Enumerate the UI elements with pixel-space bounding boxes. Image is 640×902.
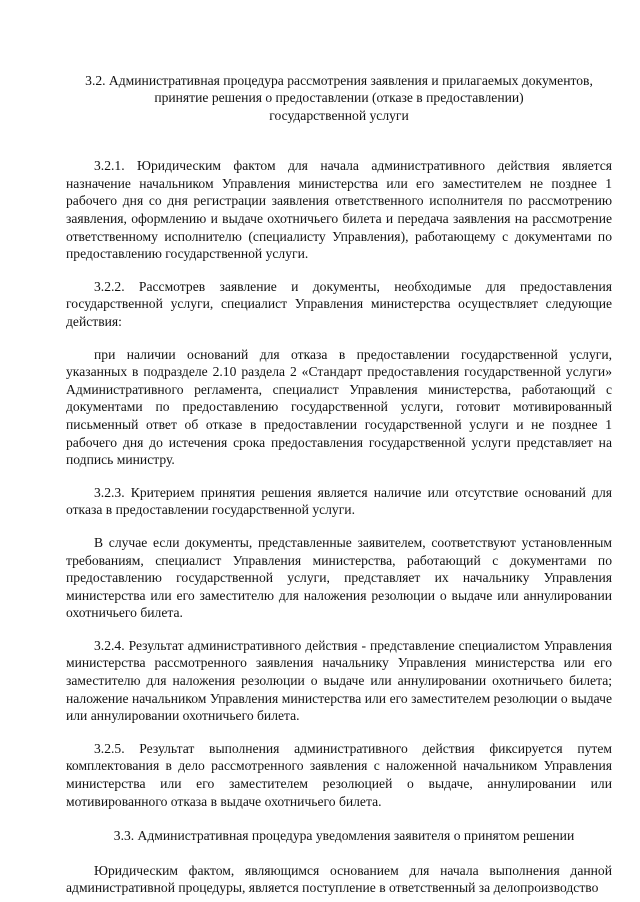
section-3-2-title-line-2: принятие решения о предоставлении (отказе в предоставлении) [154, 90, 524, 106]
paragraph-3-2-5: 3.2.5. Результат выполнения административного действия фиксируется путем комплектования в дело рассмотренного заявления с наложенной начальником Управления министерства или его заместителем резолюцией о выдаче, аннулировании или мотивированного отказа в выдаче охотничьего билета. [66, 740, 612, 809]
paragraph-3-2-1: 3.2.1. Юридическим фактом для начала административного действия является назначение начальником Управления министерства или его заместителем не позднее 1 рабочего дня со дня регистрации заявления ответственного исполнителя по рассмотрению заявления, оформлению и выдаче охотничьего билета и передача заявления на рассмотрение ответственному исполнителю (специалисту Управления), работающему с документами по предоставлению государственной услуги. [66, 158, 612, 262]
paragraph-3-2-2: 3.2.2. Рассмотрев заявление и документы, необходимые для предоставления государственной услуги, специалист Управления министерства осуществляет следующие действия: [66, 278, 612, 329]
section-3-2-title [66, 72, 612, 124]
paragraph-3-2-2-refusal: при наличии оснований для отказа в предоставлении государственной услуги, указанных в подразделе 2.10 раздела 2 «Стандарт предоставления государственной услуги» Административного регламента, специалист Управления министерства, работающий с документами по предоставлению государственной услуги, готовит мотивированный письменный ответ об отказе в предоставлении государственной услуги и не позднее 1 рабочего дня до истечения срока предоставления государственной услуги представляет на подпись министру. [66, 346, 612, 468]
paragraph-3-2-3-compliance: В случае если документы, представленные заявителем, соответствуют установленным требованиям, специалист Управления министерства, работающий с документами по предоставлению государственной услуги, представляет их начальнику Управления министерства или его заместителю для наложения резолюции о выдаче или аннулировании охотничьего билета. [66, 534, 612, 621]
paragraph-3-3-intro: Юридическим фактом, являющимся основанием для начала выполнения данной административной процедуры, является поступление в ответственный за делопроизводство [66, 862, 612, 896]
paragraph-3-2-3: 3.2.3. Критерием принятия решения является наличие или отсутствие оснований для отказа в предоставлении государственной услуги. [66, 484, 612, 518]
paragraph-3-2-4: 3.2.4. Результат административного действия - представление специалистом Управления министерства рассмотренного заявления начальнику Управления министерства или его заместителю для наложения резолюции о выдаче или аннулировании охотничьего билета; наложение начальником Управления министерства или его заместителем резолюции о выдаче или аннулировании охотничьего билета. [66, 637, 612, 724]
section-3-2-title-line-3: государственной услуги [269, 107, 409, 123]
section-3-2-title-line-1: 3.2. Административная процедура рассмотрения заявления и прилагаемых документов, [85, 73, 593, 88]
section-3-3-title: 3.3. Административная процедура уведомления заявителя о принятом решении [113, 828, 575, 844]
